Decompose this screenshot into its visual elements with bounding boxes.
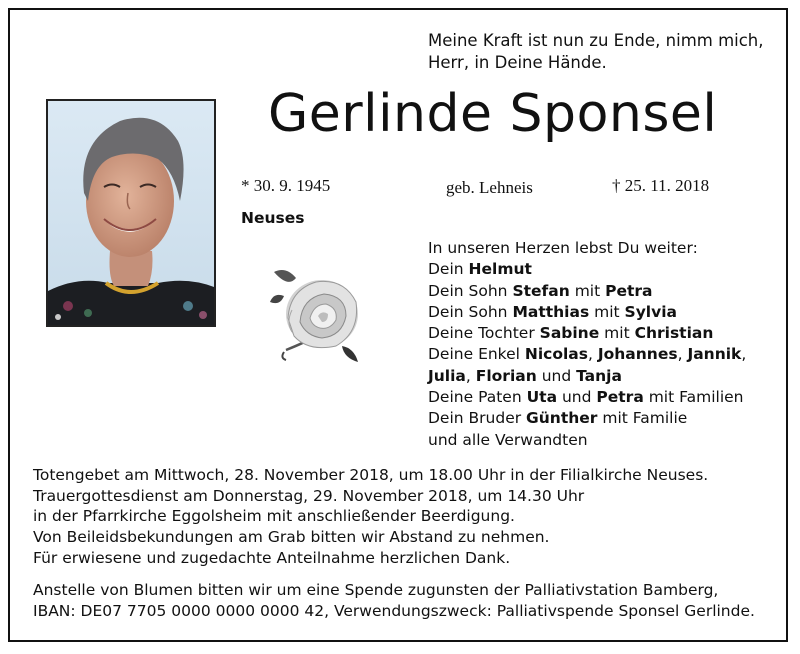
mourner-name: Stefan [512,281,570,300]
mourner-name: Matthias [512,302,590,321]
death-date: † 25. 11. 2018 [612,176,710,195]
funeral-service-info [33,465,708,569]
mourner-text: Deine Tochter [428,324,540,343]
mourner-text: Dein [428,260,469,279]
mourner-name: Tanja [576,366,622,385]
service-line: Trauergottesdienst am Donnerstag, 29. November 2018, um 14.30 Uhr [33,486,585,505]
mourner-row [428,430,746,451]
mourner-text: Deine Paten [428,388,527,407]
mourner-text: mit [569,281,606,300]
mourner-text: , [465,366,476,385]
rose-icon [266,262,366,368]
mourner-text: , [588,345,598,364]
mourner-name: Johannes [597,345,678,364]
portrait-photo [46,99,216,327]
mourner-text: Dein Sohn [428,281,513,300]
mourner-text: , [741,345,747,364]
mourner-name: Petra [596,388,644,407]
mourners-list [428,238,746,451]
mourner-name: Nicolas [524,345,588,364]
mourner-row [428,387,746,408]
donation-line: IBAN: DE07 7705 0000 0000 0000 42, Verwendungszweck: Palliativspende Sponsel Gerlinde. [33,602,755,620]
mourners-intro: In unseren Herzen lebst Du weiter: [428,239,698,257]
mourner-text: mit Familien [643,388,744,407]
mourner-text: Dein Bruder [428,409,527,428]
mourner-name: Uta [526,388,558,407]
service-line: Von Beileidsbekundungen am Grab bitten wir Abstand zu nehmen. [33,528,550,547]
motto-line-1: Meine Kraft ist nun zu Ende, nimm mich, [428,31,764,50]
mourner-text: und alle Verwandten [428,430,588,449]
service-line: Für erwiesene und zugedachte Anteilnahme herzlichen Dank. [33,548,511,567]
deceased-name: Gerlinde Sponsel [268,84,718,144]
birth-date: * 30. 9. 1945 [241,176,331,195]
donation-info [33,580,755,622]
mourner-text: und [536,366,577,385]
donation-line: Anstelle von Blumen bitten wir um eine Spende zugunsten der Palliativstation Bamberg, [33,581,719,599]
mourner-text: Deine Enkel [428,345,525,364]
mourner-name: Sylvia [624,302,677,321]
motto [428,30,764,74]
mourner-text: mit [589,302,625,321]
mourner-row [428,323,746,344]
mourner-text: mit Familie [597,409,688,428]
mourner-row [428,366,746,387]
mourner-name: Petra [605,281,653,300]
mourner-text: Dein Sohn [428,302,513,321]
mourner-text: mit [599,324,635,343]
mourner-name: Günther [526,409,598,428]
mourner-row [428,281,746,302]
mourner-text: , [677,345,688,364]
birth-name: geb. Lehneis [446,178,533,197]
mourner-name: Sabine [539,324,600,343]
mourner-name: Florian [475,366,537,385]
service-line: in der Pfarrkirche Eggolsheim mit anschließender Beerdigung. [33,507,515,526]
mourner-row [428,408,746,429]
service-line: Totengebet am Mittwoch, 28. November 2018, um 18.00 Uhr in der Filialkirche Neuses. [33,466,709,484]
mourner-rows [428,259,746,451]
mourner-name: Jannik [687,345,742,364]
residence-place: Neuses [241,209,305,227]
mourner-name: Helmut [468,260,532,279]
mourner-name: Christian [634,324,714,343]
portrait-illustration [48,101,214,325]
mourner-row [428,302,746,323]
mourner-row [428,259,746,280]
mourner-row [428,344,746,365]
motto-line-2: Herr, in Deine Hände. [428,53,607,72]
mourner-text: und [557,388,597,407]
mourner-name: Julia [428,366,466,385]
